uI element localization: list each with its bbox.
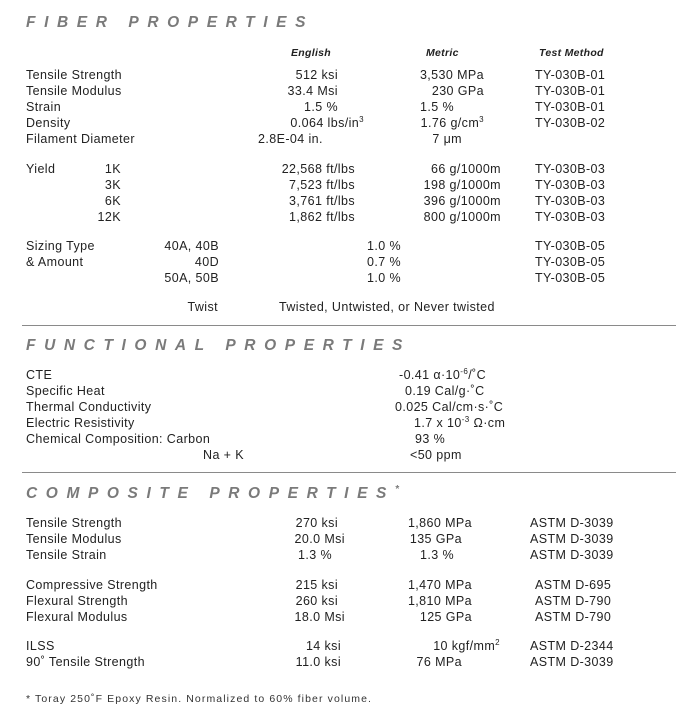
composite-row-test: ASTM D-3039 xyxy=(530,532,614,546)
composite-row-metric: 1,470 MPa xyxy=(407,578,472,592)
yield-metric: 800 g/1000m xyxy=(423,210,501,224)
sizing-type-label: Sizing Type xyxy=(26,239,95,253)
sizing-value: 1.0 % xyxy=(367,239,401,253)
sizing-test: TY-030B-05 xyxy=(535,239,606,253)
composite-row-test: ASTM D-3039 xyxy=(530,548,614,562)
yield-test: TY-030B-03 xyxy=(535,162,606,176)
sizing-amount-label: & Amount xyxy=(26,255,84,269)
twist-label: Twist xyxy=(187,300,218,314)
fiber-row-label: Filament Diameter xyxy=(26,132,135,146)
composite-properties-heading: COMPOSITE PROPERTIES* xyxy=(26,483,399,502)
fiber-row-label: Tensile Strength xyxy=(26,68,123,82)
composite-row-english: 18.0 Msi xyxy=(294,610,345,624)
yield-test: TY-030B-03 xyxy=(535,178,606,192)
composite-row-label: ILSS xyxy=(26,639,55,653)
yield-english: 7,523 ft/lbs xyxy=(289,178,355,192)
fiber-row-english: 2.8E-04 in. xyxy=(258,132,323,146)
composite-row-english: 215 ksi xyxy=(295,578,338,592)
sizing-type: 40D xyxy=(194,255,219,269)
section-divider xyxy=(22,472,676,473)
composite-row-test: ASTM D-695 xyxy=(535,578,612,592)
fiber-properties-heading: FIBER PROPERTIES xyxy=(26,14,315,31)
composite-row-english: 1.3 % xyxy=(298,548,332,562)
composite-row-metric: 135 GPa xyxy=(409,532,462,546)
fiber-row-english: 512 ksi xyxy=(295,68,338,82)
thermal-conductivity-value: 0.025 Cal/cm·s·˚C xyxy=(395,400,504,414)
yield-size: 3K xyxy=(104,178,121,192)
sizing-test: TY-030B-05 xyxy=(535,271,606,285)
column-header-english: English xyxy=(291,47,332,59)
composite-row-metric: 10 kgf/$mm^2$ xyxy=(433,637,500,653)
thermal-conductivity-label: Thermal Conductivity xyxy=(26,400,152,414)
column-header-metric: Metric xyxy=(426,47,459,59)
composite-row-label: Tensile Strength xyxy=(26,516,123,530)
yield-size: 1K xyxy=(104,162,121,176)
composite-row-metric: 125 GPa xyxy=(419,610,472,624)
composite-row-test: ASTM D-790 xyxy=(535,610,612,624)
na-k-label: Na + K xyxy=(203,448,244,462)
sizing-value: 0.7 % xyxy=(367,255,401,269)
sizing-test: TY-030B-05 xyxy=(535,255,606,269)
footnote: * Toray 250˚F Epoxy Resin. Normalized to 60% fiber volume. xyxy=(26,693,373,705)
na-k-value: <50 ppm xyxy=(410,448,462,462)
yield-metric: 198 g/1000m xyxy=(423,178,501,192)
composite-row-metric: 76 MPa xyxy=(416,655,462,669)
yield-metric: 66 g/1000m xyxy=(430,162,501,176)
composite-row-english: 11.0 ksi xyxy=(295,655,341,669)
composite-row-english: 260 ksi xyxy=(295,594,338,608)
functional-properties-heading: FUNCTIONAL PROPERTIES xyxy=(26,337,411,354)
composite-row-metric: 1.3 % xyxy=(420,548,454,562)
fiber-row-label: Tensile Modulus xyxy=(26,84,122,98)
yield-test: TY-030B-03 xyxy=(535,194,606,208)
column-header-test-method: Test Method xyxy=(539,47,604,59)
chemical-composition-label: Chemical Composition: Carbon xyxy=(26,432,211,446)
sizing-value: 1.0 % xyxy=(367,271,401,285)
fiber-row-metric: 7 μm xyxy=(432,132,462,146)
electric-resistivity-value: 1.7 x $10^{-3}$ Ω·cm xyxy=(414,414,506,430)
composite-row-metric: 1,860 MPa xyxy=(407,516,472,530)
composite-row-test: ASTM D-790 xyxy=(535,594,612,608)
composite-row-english: 20.0 Msi xyxy=(294,532,345,546)
twist-value: Twisted, Untwisted, or Never twisted xyxy=(279,300,495,314)
yield-test: TY-030B-03 xyxy=(535,210,606,224)
fiber-row-english: 0.064 lbs/$in^3$ xyxy=(290,114,364,130)
composite-row-english: 270 ksi xyxy=(295,516,338,530)
composite-row-test: ASTM D-3039 xyxy=(530,516,614,530)
electric-resistivity-label: Electric Resistivity xyxy=(26,416,135,430)
fiber-row-metric: 1.76 $g/cm^3$ xyxy=(420,114,484,130)
sizing-type: 50A, 50B xyxy=(164,271,219,285)
fiber-row-english: 1.5 % xyxy=(304,100,338,114)
fiber-row-test: TY-030B-01 xyxy=(535,68,606,82)
yield-metric: 396 g/1000m xyxy=(423,194,501,208)
section-divider xyxy=(22,325,676,326)
composite-row-label: Flexural Strength xyxy=(26,594,128,608)
composite-row-label: Flexural Modulus xyxy=(26,610,128,624)
yield-size: 12K xyxy=(97,210,121,224)
yield-size: 6K xyxy=(104,194,121,208)
cte-value: -0.41 $\alpha\cdot 10^{-6}/˚C$ xyxy=(399,366,487,382)
fiber-row-metric: 230 GPa xyxy=(431,84,484,98)
composite-row-label: Compressive Strength xyxy=(26,578,158,592)
yield-label: Yield xyxy=(26,162,56,176)
composite-row-english: 14 ksi xyxy=(305,639,341,653)
specific-heat-label: Specific Heat xyxy=(26,384,105,398)
fiber-row-english: 33.4 Msi xyxy=(287,84,338,98)
fiber-row-test: TY-030B-02 xyxy=(535,116,606,130)
composite-row-metric: 1,810 MPa xyxy=(407,594,472,608)
composite-row-label: Tensile Modulus xyxy=(26,532,122,546)
composite-row-test: ASTM D-3039 xyxy=(530,655,614,669)
fiber-row-test: TY-030B-01 xyxy=(535,84,606,98)
chemical-composition-value: 93 % xyxy=(415,432,446,446)
fiber-row-test: TY-030B-01 xyxy=(535,100,606,114)
cte-label: CTE xyxy=(26,368,53,382)
composite-row-test: ASTM D-2344 xyxy=(530,639,614,653)
fiber-row-metric: 1.5 % xyxy=(420,100,454,114)
composite-row-label: Tensile Strain xyxy=(26,548,107,562)
yield-english: 1,862 ft/lbs xyxy=(289,210,355,224)
specific-heat-value: 0.19 Cal/g·˚C xyxy=(405,384,485,398)
composite-row-label: 90˚ Tensile Strength xyxy=(26,655,145,669)
yield-english: 3,761 ft/lbs xyxy=(289,194,355,208)
sizing-type: 40A, 40B xyxy=(164,239,219,253)
fiber-row-label: Strain xyxy=(26,100,62,114)
fiber-row-metric: 3,530 MPa xyxy=(419,68,484,82)
fiber-row-label: Density xyxy=(26,116,71,130)
yield-english: 22,568 ft/lbs xyxy=(281,162,355,176)
